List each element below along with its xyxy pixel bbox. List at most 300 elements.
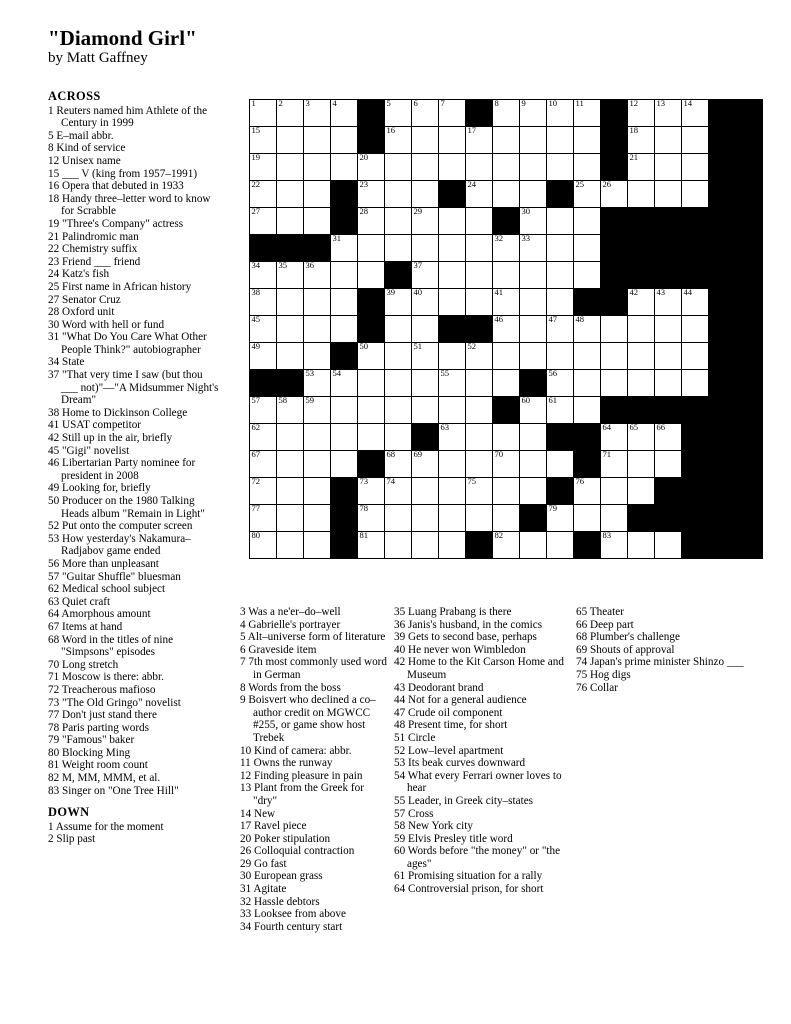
grid-cell[interactable]	[493, 262, 520, 289]
grid-cell[interactable]	[358, 154, 385, 181]
grid-cell[interactable]	[331, 289, 358, 316]
grid-cell[interactable]	[466, 154, 493, 181]
grid-cell[interactable]	[466, 235, 493, 262]
clue-item[interactable]	[394, 883, 566, 896]
grid-cell[interactable]	[439, 154, 466, 181]
grid-cell[interactable]	[628, 532, 655, 559]
grid-cell[interactable]	[493, 289, 520, 316]
clue-item[interactable]	[48, 833, 220, 846]
grid-cell[interactable]	[547, 100, 574, 127]
grid-cell[interactable]	[439, 235, 466, 262]
grid-cell[interactable]	[304, 424, 331, 451]
grid-cell[interactable]	[331, 397, 358, 424]
grid-cell[interactable]	[547, 451, 574, 478]
clue-item[interactable]	[48, 319, 220, 332]
grid-cell[interactable]	[412, 451, 439, 478]
grid-cell[interactable]	[439, 127, 466, 154]
clue-item[interactable]	[394, 732, 566, 745]
clue-item[interactable]	[48, 583, 220, 596]
clue-item[interactable]	[48, 218, 220, 231]
grid-cell[interactable]	[466, 208, 493, 235]
grid-cell[interactable]	[304, 154, 331, 181]
grid-cell[interactable]	[412, 316, 439, 343]
grid-cell[interactable]	[439, 208, 466, 235]
grid-cell[interactable]	[574, 127, 601, 154]
clue-item[interactable]	[48, 785, 220, 798]
clue-item[interactable]	[48, 457, 220, 482]
grid-cell[interactable]	[520, 343, 547, 370]
clue-item[interactable]	[48, 306, 220, 319]
grid-cell[interactable]	[385, 154, 412, 181]
grid-cell[interactable]	[655, 289, 682, 316]
grid-cell[interactable]	[439, 532, 466, 559]
clue-item[interactable]	[394, 845, 566, 870]
grid-cell[interactable]	[628, 478, 655, 505]
clue-item[interactable]	[240, 883, 390, 896]
grid-cell[interactable]	[628, 127, 655, 154]
grid-cell[interactable]	[682, 370, 709, 397]
grid-cell[interactable]	[682, 100, 709, 127]
grid-cell[interactable]	[304, 343, 331, 370]
grid-cell[interactable]	[628, 424, 655, 451]
grid-cell[interactable]	[250, 505, 277, 532]
grid-cell[interactable]	[439, 343, 466, 370]
clue-item[interactable]	[48, 180, 220, 193]
clue-item[interactable]	[48, 533, 220, 558]
grid-cell[interactable]	[601, 343, 628, 370]
clue-item[interactable]	[576, 656, 746, 669]
grid-cell[interactable]	[655, 343, 682, 370]
grid-cell[interactable]	[385, 451, 412, 478]
clue-item[interactable]	[394, 682, 566, 695]
grid-cell[interactable]	[520, 316, 547, 343]
clue-item[interactable]	[48, 608, 220, 621]
grid-cell[interactable]	[385, 370, 412, 397]
clue-item[interactable]	[394, 757, 566, 770]
clue-item[interactable]	[48, 445, 220, 458]
grid-cell[interactable]	[304, 451, 331, 478]
grid-cell[interactable]	[520, 127, 547, 154]
grid-cell[interactable]	[250, 289, 277, 316]
clue-item[interactable]	[48, 369, 220, 407]
grid-cell[interactable]	[466, 478, 493, 505]
grid-cell[interactable]	[628, 316, 655, 343]
grid-cell[interactable]	[628, 451, 655, 478]
clue-item[interactable]	[48, 432, 220, 445]
clue-item[interactable]	[240, 858, 390, 871]
grid-cell[interactable]	[547, 208, 574, 235]
grid-cell[interactable]	[601, 370, 628, 397]
grid-cell[interactable]	[412, 289, 439, 316]
grid-cell[interactable]	[385, 478, 412, 505]
grid-cell[interactable]	[574, 370, 601, 397]
grid-cell[interactable]	[574, 235, 601, 262]
grid-cell[interactable]	[520, 532, 547, 559]
grid-cell[interactable]	[358, 343, 385, 370]
grid-cell[interactable]	[574, 505, 601, 532]
grid-cell[interactable]	[547, 532, 574, 559]
clue-item[interactable]	[394, 745, 566, 758]
grid-cell[interactable]	[520, 397, 547, 424]
grid-cell[interactable]	[574, 343, 601, 370]
clue-item[interactable]	[48, 294, 220, 307]
grid-cell[interactable]	[520, 262, 547, 289]
grid-cell[interactable]	[439, 262, 466, 289]
grid-cell[interactable]	[493, 505, 520, 532]
grid-cell[interactable]	[412, 370, 439, 397]
grid-cell[interactable]	[304, 397, 331, 424]
grid-cell[interactable]	[574, 181, 601, 208]
grid-cell[interactable]	[277, 451, 304, 478]
grid-cell[interactable]	[277, 289, 304, 316]
grid-cell[interactable]	[385, 397, 412, 424]
grid-cell[interactable]	[574, 262, 601, 289]
grid-cell[interactable]	[385, 100, 412, 127]
clue-item[interactable]	[48, 772, 220, 785]
grid-cell[interactable]	[628, 154, 655, 181]
grid-cell[interactable]	[601, 181, 628, 208]
grid-cell[interactable]	[466, 181, 493, 208]
clue-item[interactable]	[48, 243, 220, 256]
clue-item[interactable]	[394, 694, 566, 707]
clue-item[interactable]	[48, 268, 220, 281]
grid-cell[interactable]	[412, 181, 439, 208]
grid-cell[interactable]	[493, 127, 520, 154]
grid-cell[interactable]	[250, 154, 277, 181]
clue-item[interactable]	[394, 707, 566, 720]
grid-cell[interactable]	[385, 127, 412, 154]
grid-cell[interactable]	[601, 505, 628, 532]
grid-cell[interactable]	[682, 127, 709, 154]
grid-cell[interactable]	[493, 370, 520, 397]
grid-cell[interactable]	[304, 505, 331, 532]
grid-cell[interactable]	[412, 208, 439, 235]
grid-cell[interactable]	[547, 154, 574, 181]
grid-cell[interactable]	[358, 478, 385, 505]
grid-cell[interactable]	[277, 424, 304, 451]
grid-cell[interactable]	[385, 505, 412, 532]
grid-cell[interactable]	[682, 343, 709, 370]
grid-cell[interactable]	[358, 532, 385, 559]
clue-item[interactable]	[48, 356, 220, 369]
grid-cell[interactable]	[250, 127, 277, 154]
grid-cell[interactable]	[574, 208, 601, 235]
clue-item[interactable]	[240, 682, 390, 695]
clue-item[interactable]	[48, 659, 220, 672]
grid-cell[interactable]	[277, 208, 304, 235]
grid-cell[interactable]	[547, 127, 574, 154]
grid-cell[interactable]	[520, 154, 547, 181]
grid-cell[interactable]	[574, 316, 601, 343]
clue-item[interactable]	[394, 619, 566, 632]
grid-cell[interactable]	[520, 235, 547, 262]
grid-cell[interactable]	[682, 289, 709, 316]
grid-cell[interactable]	[331, 424, 358, 451]
clue-item[interactable]	[48, 407, 220, 420]
grid-cell[interactable]	[358, 505, 385, 532]
grid-cell[interactable]	[277, 127, 304, 154]
grid-cell[interactable]	[250, 532, 277, 559]
clue-item[interactable]	[240, 896, 390, 909]
grid-cell[interactable]	[358, 208, 385, 235]
clue-item[interactable]	[48, 520, 220, 533]
clue-item[interactable]	[240, 606, 390, 619]
grid-cell[interactable]	[628, 370, 655, 397]
grid-cell[interactable]	[331, 154, 358, 181]
grid-cell[interactable]	[547, 397, 574, 424]
grid-cell[interactable]	[466, 451, 493, 478]
clue-item[interactable]	[240, 820, 390, 833]
grid-cell[interactable]	[277, 505, 304, 532]
grid-cell[interactable]	[493, 154, 520, 181]
grid-cell[interactable]	[520, 424, 547, 451]
grid-cell[interactable]	[358, 181, 385, 208]
clue-item[interactable]	[240, 770, 390, 783]
grid-cell[interactable]	[547, 235, 574, 262]
clue-item[interactable]	[48, 747, 220, 760]
grid-cell[interactable]	[250, 208, 277, 235]
grid-cell[interactable]	[628, 181, 655, 208]
grid-cell[interactable]	[304, 478, 331, 505]
grid-cell[interactable]	[412, 505, 439, 532]
grid-cell[interactable]	[655, 451, 682, 478]
grid-cell[interactable]	[412, 343, 439, 370]
grid-cell[interactable]	[304, 181, 331, 208]
clue-item[interactable]	[240, 631, 390, 644]
grid-cell[interactable]	[385, 424, 412, 451]
grid-cell[interactable]	[547, 370, 574, 397]
grid-cell[interactable]	[439, 397, 466, 424]
grid-cell[interactable]	[412, 154, 439, 181]
clue-item[interactable]	[240, 833, 390, 846]
clue-item[interactable]	[240, 782, 390, 807]
clue-item[interactable]	[48, 105, 220, 130]
grid-cell[interactable]	[385, 343, 412, 370]
clue-item[interactable]	[48, 684, 220, 697]
grid-cell[interactable]	[412, 100, 439, 127]
grid-cell[interactable]	[466, 127, 493, 154]
clue-item[interactable]	[48, 759, 220, 772]
clue-item[interactable]	[48, 634, 220, 659]
grid-cell[interactable]	[601, 451, 628, 478]
grid-cell[interactable]	[250, 316, 277, 343]
grid-cell[interactable]	[277, 262, 304, 289]
grid-cell[interactable]	[304, 208, 331, 235]
grid-cell[interactable]	[331, 100, 358, 127]
clue-item[interactable]	[48, 571, 220, 584]
grid-cell[interactable]	[547, 316, 574, 343]
clue-item[interactable]	[48, 734, 220, 747]
grid-cell[interactable]	[358, 235, 385, 262]
grid-cell[interactable]	[412, 397, 439, 424]
clue-item[interactable]	[48, 142, 220, 155]
grid-cell[interactable]	[601, 532, 628, 559]
clue-item[interactable]	[48, 193, 220, 218]
grid-cell[interactable]	[655, 370, 682, 397]
grid-cell[interactable]	[655, 127, 682, 154]
grid-cell[interactable]	[520, 451, 547, 478]
clue-item[interactable]	[48, 482, 220, 495]
grid-cell[interactable]	[304, 262, 331, 289]
grid-cell[interactable]	[493, 181, 520, 208]
grid-cell[interactable]	[331, 235, 358, 262]
grid-cell[interactable]	[358, 397, 385, 424]
grid-cell[interactable]	[493, 316, 520, 343]
grid-cell[interactable]	[439, 505, 466, 532]
clue-item[interactable]	[48, 821, 220, 834]
clue-item[interactable]	[394, 833, 566, 846]
clue-item[interactable]	[48, 697, 220, 710]
grid-cell[interactable]	[601, 316, 628, 343]
grid-cell[interactable]	[250, 100, 277, 127]
grid-cell[interactable]	[547, 343, 574, 370]
grid-cell[interactable]	[655, 424, 682, 451]
grid-cell[interactable]	[439, 478, 466, 505]
clue-item[interactable]	[240, 808, 390, 821]
grid-cell[interactable]	[493, 451, 520, 478]
grid-cell[interactable]	[304, 127, 331, 154]
grid-cell[interactable]	[466, 397, 493, 424]
grid-cell[interactable]	[412, 235, 439, 262]
grid-cell[interactable]	[439, 370, 466, 397]
clue-item[interactable]	[240, 694, 390, 744]
clue-item[interactable]	[48, 281, 220, 294]
grid-cell[interactable]	[466, 370, 493, 397]
grid-cell[interactable]	[304, 316, 331, 343]
grid-cell[interactable]	[385, 208, 412, 235]
grid-cell[interactable]	[682, 154, 709, 181]
clue-item[interactable]	[48, 709, 220, 722]
grid-cell[interactable]	[250, 478, 277, 505]
clue-item[interactable]	[48, 155, 220, 168]
grid-cell[interactable]	[412, 127, 439, 154]
grid-cell[interactable]	[439, 451, 466, 478]
clue-item[interactable]	[48, 231, 220, 244]
clue-item[interactable]	[394, 656, 566, 681]
grid-cell[interactable]	[520, 478, 547, 505]
clue-item[interactable]	[48, 495, 220, 520]
grid-cell[interactable]	[277, 316, 304, 343]
grid-cell[interactable]	[331, 127, 358, 154]
grid-cell[interactable]	[601, 478, 628, 505]
grid-cell[interactable]	[439, 289, 466, 316]
grid-cell[interactable]	[466, 343, 493, 370]
clue-item[interactable]	[240, 644, 390, 657]
grid-cell[interactable]	[547, 289, 574, 316]
grid-cell[interactable]	[304, 532, 331, 559]
grid-cell[interactable]	[385, 532, 412, 559]
grid-cell[interactable]	[331, 451, 358, 478]
clue-item[interactable]	[394, 631, 566, 644]
clue-item[interactable]	[394, 644, 566, 657]
grid-cell[interactable]	[628, 100, 655, 127]
grid-cell[interactable]	[385, 181, 412, 208]
clue-item[interactable]	[240, 870, 390, 883]
grid-cell[interactable]	[250, 397, 277, 424]
clue-item[interactable]	[576, 631, 746, 644]
clue-item[interactable]	[48, 331, 220, 356]
grid-cell[interactable]	[277, 154, 304, 181]
grid-cell[interactable]	[385, 289, 412, 316]
clue-item[interactable]	[240, 656, 390, 681]
grid-cell[interactable]	[304, 370, 331, 397]
grid-cell[interactable]	[574, 154, 601, 181]
clue-item[interactable]	[394, 795, 566, 808]
clue-item[interactable]	[240, 745, 390, 758]
grid-cell[interactable]	[412, 532, 439, 559]
grid-cell[interactable]	[358, 370, 385, 397]
grid-cell[interactable]	[439, 424, 466, 451]
clue-item[interactable]	[240, 845, 390, 858]
grid-cell[interactable]	[331, 370, 358, 397]
grid-cell[interactable]	[520, 181, 547, 208]
grid-cell[interactable]	[682, 181, 709, 208]
grid-cell[interactable]	[466, 424, 493, 451]
grid-cell[interactable]	[655, 100, 682, 127]
clue-item[interactable]	[48, 256, 220, 269]
grid-cell[interactable]	[655, 532, 682, 559]
grid-cell[interactable]	[277, 100, 304, 127]
grid-cell[interactable]	[493, 424, 520, 451]
clue-item[interactable]	[394, 808, 566, 821]
grid-cell[interactable]	[304, 289, 331, 316]
grid-cell[interactable]	[250, 181, 277, 208]
clue-item[interactable]	[394, 770, 566, 795]
grid-cell[interactable]	[250, 451, 277, 478]
clue-item[interactable]	[394, 719, 566, 732]
grid-cell[interactable]	[520, 208, 547, 235]
clue-item[interactable]	[48, 558, 220, 571]
clue-item[interactable]	[48, 596, 220, 609]
clue-item[interactable]	[48, 168, 220, 181]
clue-item[interactable]	[240, 757, 390, 770]
clue-item[interactable]	[48, 419, 220, 432]
grid-cell[interactable]	[304, 100, 331, 127]
clue-item[interactable]	[576, 669, 746, 682]
grid-cell[interactable]	[250, 343, 277, 370]
grid-cell[interactable]	[331, 262, 358, 289]
grid-cell[interactable]	[439, 100, 466, 127]
clue-item[interactable]	[394, 870, 566, 883]
clue-item[interactable]	[240, 619, 390, 632]
clue-item[interactable]	[48, 722, 220, 735]
grid-cell[interactable]	[547, 505, 574, 532]
grid-cell[interactable]	[466, 262, 493, 289]
clue-item[interactable]	[394, 820, 566, 833]
grid-cell[interactable]	[655, 154, 682, 181]
grid-cell[interactable]	[628, 343, 655, 370]
grid-cell[interactable]	[331, 316, 358, 343]
grid-cell[interactable]	[385, 235, 412, 262]
grid-cell[interactable]	[250, 424, 277, 451]
grid-cell[interactable]	[277, 478, 304, 505]
grid-cell[interactable]	[412, 262, 439, 289]
grid-cell[interactable]	[466, 289, 493, 316]
grid-cell[interactable]	[574, 100, 601, 127]
grid-cell[interactable]	[547, 262, 574, 289]
clue-item[interactable]	[576, 606, 746, 619]
grid-cell[interactable]	[601, 424, 628, 451]
grid-cell[interactable]	[277, 343, 304, 370]
grid-cell[interactable]	[493, 343, 520, 370]
grid-cell[interactable]	[655, 181, 682, 208]
grid-cell[interactable]	[493, 478, 520, 505]
grid-cell[interactable]	[493, 532, 520, 559]
clue-item[interactable]	[48, 621, 220, 634]
grid-cell[interactable]	[682, 316, 709, 343]
grid-cell[interactable]	[466, 505, 493, 532]
grid-cell[interactable]	[574, 478, 601, 505]
